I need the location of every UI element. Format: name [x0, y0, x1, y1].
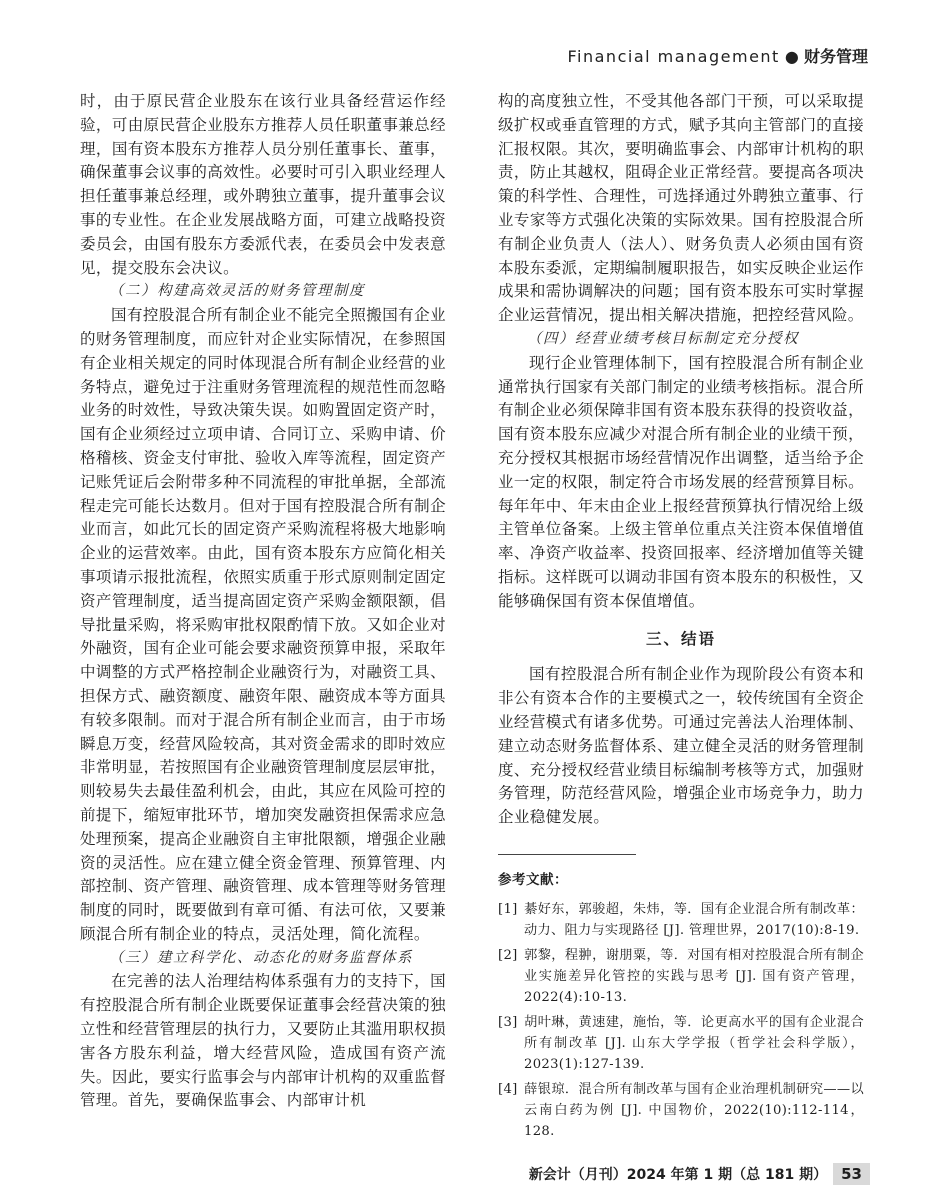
reference-number: [1] [498, 901, 518, 917]
running-header [568, 44, 869, 67]
page-footer [529, 1163, 870, 1185]
header-english: Financial management [567, 47, 780, 66]
reference-item [498, 899, 864, 941]
reference-text: 綦好东，郭骏超，朱炜，等．国有企业混合所有制改革：动力、阻力与实现路径 [J]. 管理世界，2017(10):8-19. [524, 901, 864, 938]
paragraph: 国有控股混合所有制企业作为现阶段公有资本和非公有资本合作的主要模式之一，较传统国有全资企业经营模式有诸多优势。可通过完善法人治理体制、建立动态财务监督体系、建立健全灵活的财务管理制度、充分授权经营业绩目标编制考核等方式，加强财务管理，防范经营风险，增强企业市场竞争力，助力企业稳健发展。 [498, 665, 864, 827]
reference-number: [3] [498, 1014, 518, 1030]
reference-text: 郭黎，程翀，谢朋粟，等．对国有相对控股混合所有制企业实施差异化管控的实践与思考 [J]. 国有资产管理，2022(4):10-13. [524, 947, 864, 1005]
paragraph: 时，由于原民营企业股东在该行业具备经营运作经验，可由原民营企业股东方推荐人员任职董事兼总经理，国有资本股东方推荐人员分别任董事长、董事，确保董事会议事的高效性。必要时可引入职业经理人担任董事兼总经理，或外聘独立董事，提升董事会议事的专业性。在企业发展战略方面，可建立战略投资委员会，由国有股东方委派代表，在委员会中发表意见，提交股东会决议。 [80, 92, 446, 277]
reference-text: 薛银琼．混合所有制改革与国有企业治理机制研究——以云南白药为例 [J]. 中国物价，2022(10):112-114，128. [524, 1081, 864, 1139]
references-title: 参考文献： [498, 871, 568, 888]
paragraph: 国有控股混合所有制企业不能完全照搬国有企业的财务管理制度，而应针对企业实际情况，在参照国有企业相关规定的同时体现混合所有制企业经营的业务特点，避免过于注重财务管理流程的规范性而忽略业务的时效性，导致决策失误。如购置固定资产时，国有企业须经过立项申请、合同订立、采购申请、价格稽核、资金支付审批、验收入库等流程，固定资产记账凭证后会附带多种不同流程的审批单据，全部流程走完可能长达数月。但对于国有控股混合所有制企业而言，如此冗长的固定资产采购流程将极大地影响企业的运营效率。由此，国有资本股东方应简化相关事项请示报批流程，依照实质重于形式原则制定固定资产管理制度，适当提高固定资产采购金额限额，倡导批量采购，将采购审批权限酌情下放。又如企业对外融资，国有企业可能会要求融资预算申报，采取年中调整的方式严格控制企业融资行为，对融资工具、担保方式、融资额度、融资年限、融资成本等方面具有较多限制。而对于混合所有制企业而言，由于市场瞬息万变，经营风险较高，其对资金需求的即时效应非常明显，若按照国有企业融资管理制度层层审批，则较易失去最佳盈利机会，由此，其应在风险可控的前提下，缩短审批环节，增加突发融资担保需求应急处理预案，提高企业融资自主审批限额，增强企业融资的灵活性。应在建立健全资金管理、预算管理、内部控制、资产管理、融资管理、成本管理等财务管理制度的同时，既要做到有章可循、有法可依，又要兼顾混合所有制企业的特点，灵活处理，简化流程。 [80, 306, 446, 943]
subheading: （四）经营业绩考核目标制定充分授权 [527, 330, 799, 347]
references-list [498, 899, 864, 1142]
right-column [498, 90, 864, 1146]
reference-number: [2] [498, 947, 518, 963]
header-chinese: 财务管理 [803, 47, 868, 66]
journal-info: 新会计（月刊）2024 年第 1 期（总 181 期） [528, 1167, 828, 1183]
reference-text: 胡叶琳，黄速建，施怡，等．论更高水平的国有企业混合所有制改革 [J]. 山东大学学报（哲学社会科学版），2023(1):127-139. [524, 1014, 864, 1072]
bullet-icon: ● [784, 47, 799, 66]
left-column [80, 90, 446, 1113]
section-heading: 三、结语 [645, 629, 716, 648]
paragraph: 在完善的法人治理结构体系强有力的支持下，国有控股混合所有制企业既要保证董事会经营决策的独立性和经营管理层的执行力，又要防止其滥用职权损害各方股东利益，增大经营风险，造成国有资产流失。因此，要实行监事会与内部审计机构的双重监督管理。首先，要确保监事会、内部审计机 [80, 972, 446, 1110]
reference-item [498, 1079, 864, 1142]
page-number: 53 [833, 1163, 870, 1185]
reference-number: [4] [498, 1081, 518, 1097]
subheading: （二）构建高效灵活的财务管理制度 [109, 283, 365, 300]
paragraph: 现行企业管理体制下，国有控股混合所有制企业通常执行国家有关部门制定的业绩考核指标。混合所有制企业必须保障非国有资本股东获得的投资收益，国有资本股东应减少对混合所有制企业的业绩干预，充分授权其根据市场经营情况作出调整，适当给予企业一定的权限，制定符合市场发展的经营预算目标。每年年中、年末由企业上报经营预算执行情况给上级主管单位备案。上级主管单位重点关注资本保值增值率、净资产收益率、投资回报率、经济增加值等关键指标。这样既可以调动非国有资本股东的积极性，又能够确保国有资本保值增值。 [498, 353, 864, 610]
reference-item [498, 1012, 864, 1075]
divider [498, 854, 636, 855]
reference-item [498, 945, 864, 1008]
paragraph: 构的高度独立性，不受其他各部门干预，可以采取提级扩权或垂直管理的方式，赋予其向主管部门的直接汇报权限。其次，要明确监事会、内部审计机构的职责，防止其越权，阻碍企业正常经营。要提高各项决策的科学性、合理性，可选择通过外聘独立董事、行业专家等方式强化决策的实际效果。国有控股混合所有制企业负责人（法人）、财务负责人必须由国有资本股东委派，定期编制履职报告，如实反映企业运作成果和需协调解决的问题；国有资本股东可实时掌握企业运营情况，提出相关解决措施，把控经营风险。 [498, 92, 864, 325]
subheading: （三）建立科学化、动态化的财务监督体系 [109, 949, 413, 966]
